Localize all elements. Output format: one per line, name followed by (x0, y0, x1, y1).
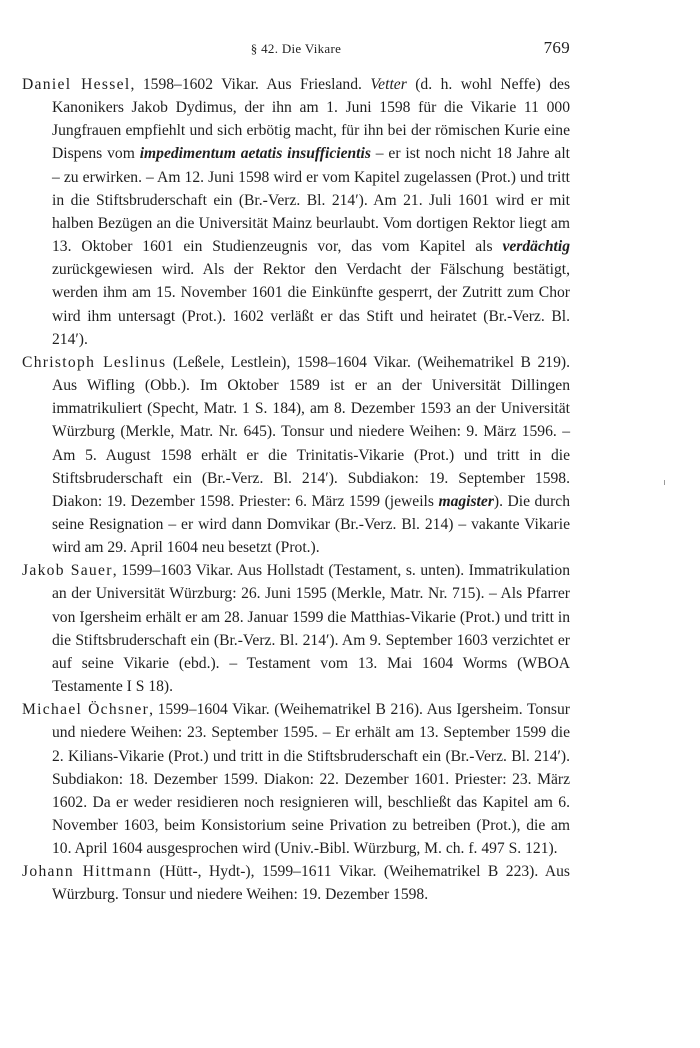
entry-name: Christoph Leslinus (22, 353, 167, 371)
entry-name: Johann Hittmann (22, 863, 153, 881)
entry-name: Michael Öchsner (22, 701, 150, 719)
entry-johann-hittmann: Johann Hittmann (Hütt-, Hydt-), 1599–1611 Vikar. (Weihematrikel B 223). Aus Würzburg. Tonsur und niedere Weihen: 19. Dezember 1598. (22, 863, 570, 904)
margin-mark (664, 480, 665, 485)
entry-name: Daniel Hessel (22, 76, 131, 93)
page-number: 769 (543, 38, 570, 57)
entry-michael-oechsner: Michael Öchsner, 1599–1604 Vikar. (Weihematrikel B 216). Aus Igersheim. Tonsur und niedere Weihen: 23. September 1595. – Er erhält am 13. September 1599 die 2. Kilians-Vikarie (Prot.) und tritt in die Stiftsbruderschaft ein (Br.-Verz. Bl. 214′). Subdiakon: 18. Dezember 1599. Diakon: 22. Dezember 1601. Priester: 23. März 1602. Da er weder residieren noch resignieren will, beschließt das Kapitel am 6. November 1603, beim Konsistorium seine Privation zu betreiben (Prot.), die am 10. April 1604 ausgesprochen wird (Univ.-Bibl. Würzburg, M. ch. f. 497 S. 121). (22, 701, 570, 858)
entry-list (22, 73, 570, 907)
entry-name: Jakob Sauer (22, 562, 113, 580)
entry-christoph-leslinus: Christoph Leslinus (Leßele, Lestlein), 1598–1604 Vikar. (Weihematrikel B 219). Aus Wifling (Obb.). Im Oktober 1589 ist er an der Universität Dillingen immatrikuliert (Specht, Matr. 1 S. 184), am 8. Dezember 1593 an der Universität Würzburg (Merkle, Matr. Nr. 645). Tonsur und niedere Weihen: 9. März 1596. – Am 5. August 1598 erhält er die Trinitatis-Vikarie (Prot.) und tritt in die Stiftsbruderschaft ein (Br.-Verz. Bl. 214′). Subdiakon: 19. September 1598. Diakon: 19. Dezember 1598. Priester: 6. März 1599 (jeweils magister). Die durch seine Resignation – er wird dann Domvikar (Br.-Verz. Bl. 214) – vakante Vikarie wird am 29. April 1604 neu besetzt (Prot.). (22, 353, 570, 557)
page-header (22, 38, 570, 60)
entry-daniel-hessel: Daniel Hessel, 1598–1602 Vikar. Aus Friesland. Vetter (d. h. wohl Neffe) des Kanonikers Jakob Dydimus, der ihn am 1. Juni 1598 für die Vikarie 11 000 Jungfrauen empfiehlt und sich erbötig macht, für ihn bei der römischen Kurie eine Dispens vom impedimentum aetatis insufficientis – er ist noch nicht 18 Jahre alt – zu erwirken. – Am 12. Juni 1598 wird er vom Kapitel zugelassen (Prot.) und tritt in die Stiftsbruderschaft ein (Br.-Verz. Bl. 214′). Am 21. Juli 1601 wird er mit halben Bezügen an die Universität Mainz beurlaubt. Vom dortigen Rektor liegt am 13. Oktober 1601 ein Studienzeugnis vor, das vom Kapitel als verdächtig zurückgewiesen wird. Als der Rektor den Verdacht der Fälschung bestätigt, werden ihm am 15. November 1601 die Einkünfte gesperrt, der Zutritt zum Chor wird ihm untersagt (Prot.). 1602 verläßt er das Stift und heiratet (Br.-Verz. Bl. 214′). (22, 76, 571, 348)
running-title: § 42. Die Vikare (250, 41, 342, 56)
entry-jakob-sauer: Jakob Sauer, 1599–1603 Vikar. Aus Hollstadt (Testament, s. unten). Immatrikulation an der Universität Würzburg: 26. Juni 1595 (Merkle, Matr. Nr. 715). – Als Pfarrer von Igersheim erhält er am 28. Januar 1599 die Matthias-Vikarie (Prot.) und tritt in die Stiftsbruderschaft ein (Br.-Verz. Bl. 214′). Am 9. September 1603 verzichtet er auf seine Vikarie (ebd.). – Testament vom 13. Mai 1604 Worms (WBOA Testamente I S 18). (22, 562, 570, 696)
